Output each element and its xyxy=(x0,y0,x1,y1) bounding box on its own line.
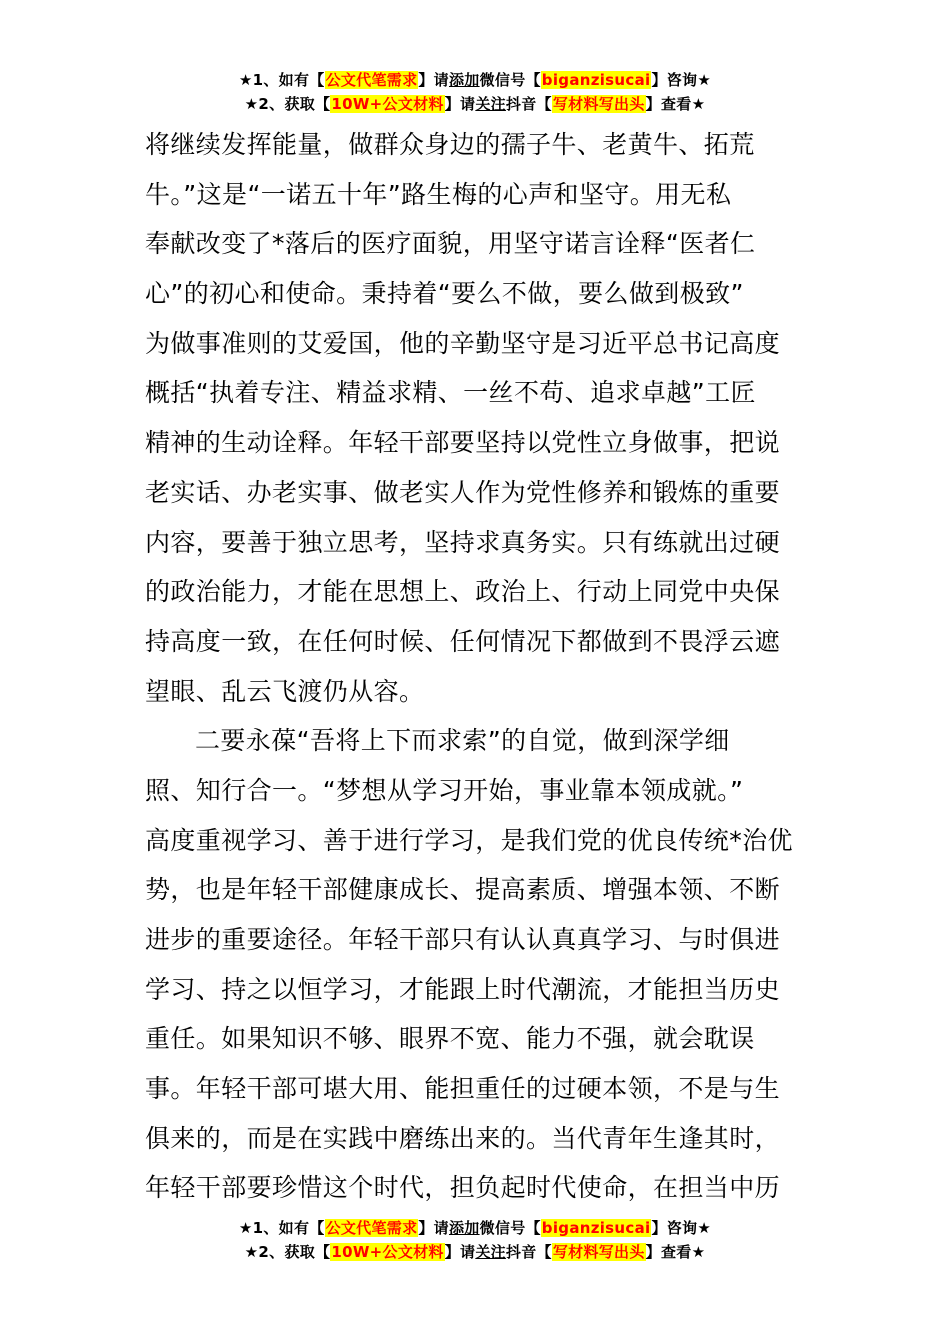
header-promo xyxy=(0,68,950,116)
footer-promo-line-2 xyxy=(0,1240,950,1264)
promo-text: ★2、获取【 xyxy=(244,1243,331,1261)
body-line: 年轻干部要珍惜这个时代，担负起时代使命，在担当中历 xyxy=(145,1173,781,1203)
promo-highlight: 写材料写出头 xyxy=(552,95,645,113)
document-body xyxy=(145,120,810,1213)
promo-highlight: 公文代笔需求 xyxy=(325,1219,418,1237)
promo-emphasis: 关注 xyxy=(475,95,506,113)
body-line: 重任。如果知识不够、眼界不宽、能力不强，就会耽误 xyxy=(145,1024,755,1054)
paragraph-start-line: 二要永葆“吾将上下而求索”的自觉，做到深学细 xyxy=(195,726,730,756)
body-line: 的政治能力，才能在思想上、政治上、行动上同党中央保 xyxy=(145,577,781,607)
promo-text: 】请 xyxy=(444,1243,476,1261)
footer-promo-line-1 xyxy=(0,1216,950,1240)
promo-emphasis: 添加 xyxy=(448,1219,480,1237)
promo-text: ★2、获取【 xyxy=(244,95,331,113)
body-line: 望眼、乱云飞渡仍从容。 xyxy=(145,676,425,706)
promo-highlight: 写材料写出头 xyxy=(552,1243,645,1261)
promo-highlight: 公文代笔需求 xyxy=(325,71,418,89)
body-line: 内容，要善于独立思考，坚持求真务实。只有练就出过硬 xyxy=(145,527,781,557)
promo-text: 抖音【 xyxy=(505,95,552,113)
promo-text: 】查看★ xyxy=(645,1243,706,1261)
promo-highlight: 10W+公文材料 xyxy=(331,95,444,113)
promo-text: 】请 xyxy=(418,71,449,89)
header-promo-line-1 xyxy=(0,68,950,92)
promo-text: 】查看★ xyxy=(645,95,706,113)
body-line: 奉献改变了*落后的医疗面貌，用坚守诺言诠释“医者仁 xyxy=(145,229,756,259)
promo-text: 】请 xyxy=(444,95,476,113)
promo-text: 微信号【 xyxy=(479,1219,541,1237)
promo-text: ★1、如有【 xyxy=(238,1219,325,1237)
promo-emphasis: 关注 xyxy=(475,1243,506,1261)
body-line: 势，也是年轻干部健康成长、提高素质、增强本领、不断 xyxy=(145,875,781,905)
body-line: 将继续发挥能量，做群众身边的孺子牛、老黄牛、拓荒 xyxy=(145,130,755,159)
footer-promo xyxy=(0,1216,950,1264)
promo-text: 】咨询★ xyxy=(651,1219,712,1237)
body-line: 概括“执着专注、精益求精、一丝不苟、追求卓越”工匠 xyxy=(145,378,756,408)
promo-highlight: 10W+公文材料 xyxy=(331,1243,444,1261)
promo-highlight: biganzisucai xyxy=(541,71,651,89)
body-line: 持高度一致，在任何时候、任何情况下都做到不畏浮云遮 xyxy=(145,626,781,656)
body-line: 照、知行合一。“梦想从学习开始，事业靠本领成就。” xyxy=(145,775,744,805)
promo-text: 微信号【 xyxy=(479,71,541,89)
body-line: 事。年轻干部可堪大用、能担重任的过硬本领，不是与生 xyxy=(145,1074,781,1104)
body-line: 进步的重要途径。年轻干部只有认认真真学习、与时俱进 xyxy=(145,925,781,954)
promo-text: 抖音【 xyxy=(505,1243,552,1261)
promo-text: ★1、如有【 xyxy=(238,71,325,89)
promo-highlight: biganzisucai xyxy=(541,1219,651,1237)
promo-emphasis: 添加 xyxy=(448,71,480,89)
promo-text: 】请 xyxy=(418,1219,449,1237)
promo-text: 】咨询★ xyxy=(651,71,712,89)
header-promo-line-2 xyxy=(0,92,950,116)
body-line: 为做事准则的艾爱国，他的辛勤坚守是习近平总书记高度 xyxy=(145,328,781,358)
body-line: 老实话、办老实事、做老实人作为党性修养和锻炼的重要 xyxy=(145,477,781,507)
body-line: 精神的生动诠释。年轻干部要坚持以党性立身做事，把说 xyxy=(145,428,781,458)
body-line: 心”的初心和使命。秉持着“要么不做，要么做到极致” xyxy=(145,279,744,309)
body-line: 学习、持之以恒学习，才能跟上时代潮流，才能担当历史 xyxy=(145,974,781,1004)
body-line: 俱来的，而是在实践中磨练出来的。当代青年生逢其时， xyxy=(145,1123,781,1153)
body-line: 牛。”这是“一诺五十年”路生梅的心声和坚守。用无私 xyxy=(145,179,732,209)
body-line: 高度重视学习、善于进行学习，是我们党的优良传统*治优 xyxy=(145,825,793,855)
